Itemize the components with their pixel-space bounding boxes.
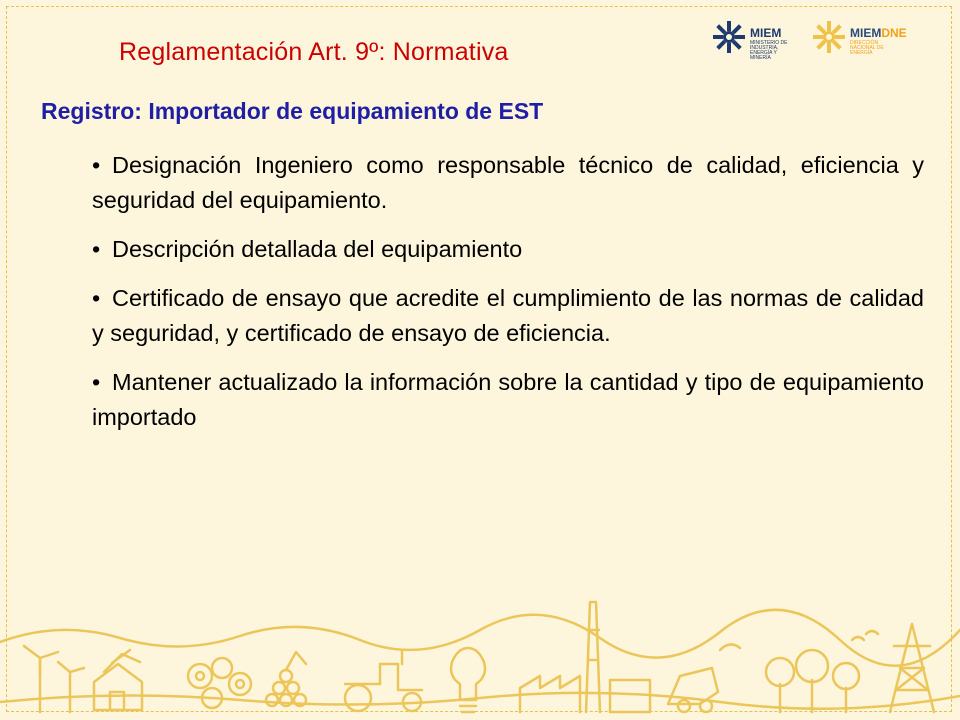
bullet-icon: • <box>92 285 101 311</box>
trees-icon <box>766 631 878 712</box>
miemdne-emblem-icon <box>812 20 846 54</box>
bullet-icon: • <box>92 236 101 262</box>
list-item <box>92 365 924 435</box>
miemdne-logo-name-accent: DNE <box>881 26 907 40</box>
miemdne-logo-name <box>850 26 907 40</box>
solar-house-icon <box>94 650 142 710</box>
miem-logo-name: MIEM <box>750 26 782 40</box>
list-item <box>92 281 924 351</box>
ground-line <box>0 693 960 709</box>
wind-turbine-icon <box>24 646 84 712</box>
miem-logo-tagline: MINISTERIO DE INDUSTRIA, ENERGÍA Y MINERÍA <box>750 40 788 61</box>
list-item-text: Designación Ingeniero como responsable técnico de calidad, eficiencia y seguridad del equipamiento. <box>92 152 924 213</box>
factory-chimney-icon <box>520 602 650 712</box>
energy-landscape-illustration <box>0 580 960 720</box>
bullet-icon: • <box>92 369 101 395</box>
miem-emblem-icon <box>712 20 746 54</box>
requirements-list <box>92 148 924 449</box>
list-item-text: Descripción detallada del equipamiento <box>112 236 523 262</box>
list-item <box>92 232 924 267</box>
logs-icon <box>266 652 306 706</box>
light-bulb-icon <box>451 648 485 712</box>
list-item-text: Certificado de ensayo que acredite el cumplimiento de las normas de calidad y seguridad, y certificado de ensayo de eficiencia. <box>92 285 924 346</box>
miemdne-logo-tagline: DIRECCIÓN NACIONAL DE ENERGÍA <box>850 40 884 56</box>
section-subtitle: Registro: Importador de equipamiento de EST <box>41 98 544 124</box>
list-item <box>92 148 924 218</box>
miemdne-logo-name-main: MIEM <box>850 26 882 40</box>
tractor-icon <box>345 650 422 711</box>
power-tower-icon <box>890 624 934 712</box>
slide-title: Reglamentación Art. 9º: Normativa <box>119 38 509 66</box>
hills-line <box>0 610 960 666</box>
logo-area <box>712 18 932 60</box>
list-item-text: Mantener actualizado la información sobre la cantidad y tipo de equipamiento importado <box>92 369 924 430</box>
bullet-icon: • <box>92 152 101 178</box>
